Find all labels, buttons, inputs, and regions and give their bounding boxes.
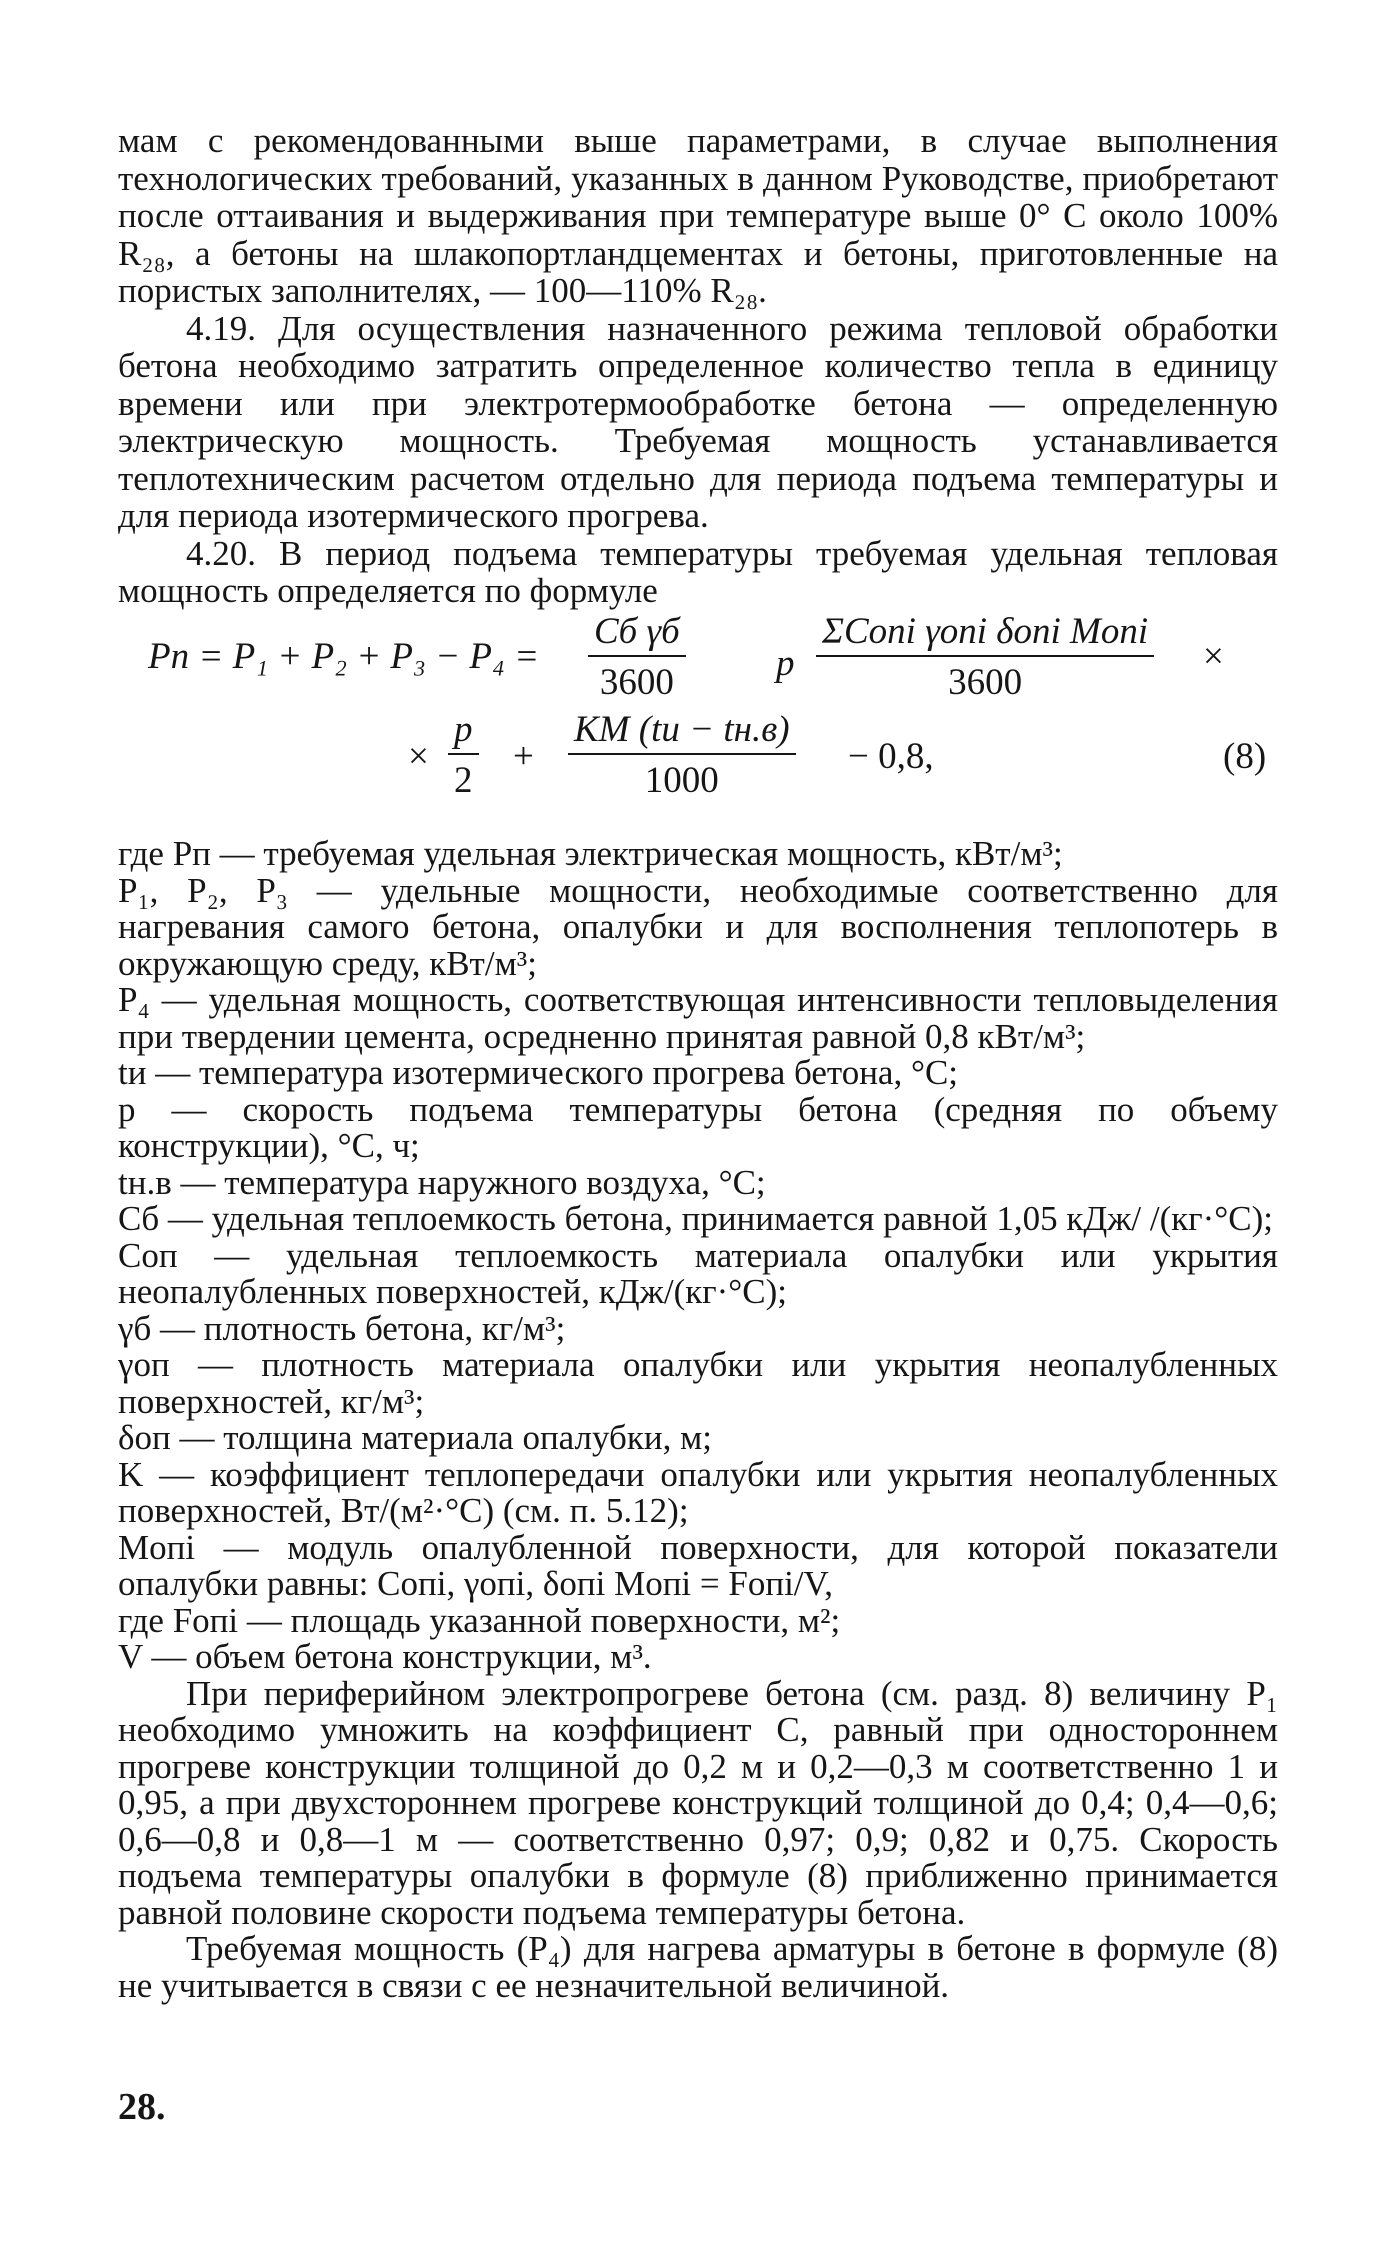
formula-number: (8) xyxy=(1223,736,1267,777)
fraction-1-denominator: 3600 xyxy=(599,662,674,703)
definitions-list xyxy=(118,836,1278,2004)
fraction-1-numerator: Cб γб xyxy=(588,610,686,657)
fraction-1 xyxy=(588,610,686,704)
fraction-4-denominator: 1000 xyxy=(644,760,719,801)
intro-text-block xyxy=(118,122,1278,610)
page-number: 28. xyxy=(118,2086,166,2128)
definition-item: P₁, P₂, P₃ — удельные мощности, необходимые соответственно для нагревания самого бетона, опалубки и для восполнения теплопотерь в окружающую среду, кВт/м³; xyxy=(118,870,1278,983)
definition-item: Mопi — модуль опалубленной поверхности, для которой показатели опалубки равны: Cопi, γопi, δопi Mопi = Fопi/V, xyxy=(118,1527,1278,1603)
paragraph-reinforcement: Требуемая мощность (P₄) для нагрева арматуры в бетоне в формуле (8) не учитывается в связи с ее незначительной величиной. xyxy=(118,1929,1278,2005)
fraction-4 xyxy=(568,708,796,802)
definition-item: tи — температура изотермического прогрева бетона, °С; xyxy=(118,1053,959,1092)
paragraph-4-20: 4.20. В период подъема температуры требуемая удельная тепловая мощность определяется по формуле xyxy=(118,533,1278,610)
definition-item: V — объем бетона конструкции, м³. xyxy=(118,1637,652,1676)
definition-item: где Pп — требуемая удельная электрическая мощность, кВт/м³; xyxy=(118,834,1063,873)
fraction-3-numerator: p xyxy=(448,708,479,755)
fraction-2 xyxy=(816,610,1154,704)
formula-plus: + xyxy=(513,736,534,777)
fraction-4-numerator: KM (tи − tн.в) xyxy=(568,708,796,755)
definition-item: p — скорость подъема температуры бетона (средняя по объему конструкции), °С, ч; xyxy=(118,1089,1278,1165)
formula-times-1: × xyxy=(1203,636,1224,677)
paragraph-continuation: мам с рекомендованными выше параметрами, в случае выполнения технологических требований, указанных в данном Руководстве, приобретают после оттаивания и выдерживания при температуре выше 0° С около 100% R₂₈, а бетоны на шлакопортландцементах и бетоны, приготовленные на пористых заполнителях, — 100—110% R₂₈. xyxy=(118,121,1278,310)
formula-tail: − 0,8, xyxy=(848,736,934,777)
fraction-3-denominator: 2 xyxy=(454,760,473,801)
fraction-2-denominator: 3600 xyxy=(948,662,1023,703)
formula-p: p xyxy=(776,643,795,684)
formula-lhs: Pп = P₁ + P₂ + P₃ − P₄ = xyxy=(148,636,540,677)
formula-8 xyxy=(118,600,1278,820)
definition-item: Cб — удельная теплоемкость бетона, принимается равной 1,05 кДж/ /(кг·°С); xyxy=(118,1199,1274,1238)
definition-item: Cоп — удельная теплоемкость материала опалубки или укрытия неопалубленных поверхностей, кДж/(кг·°С); xyxy=(118,1235,1278,1311)
paragraph-peripheral-heating: При периферийном электропрогреве бетона (см. разд. 8) величину P₁ необходимо умножить на коэффициент C, равный при одностороннем прогреве конструкции толщиной до 0,2 м и 0,2—0,3 м соответственно 1 и 0,95, а при двухстороннем прогреве конструкций толщиной до 0,4; 0,4—0,6; 0,6—0,8 и 0,8—1 м — соответственно 0,97; 0,9; 0,82 и 0,75. Скорость подъема температуры опалубки в формуле (8) приближенно принимается равной половине скорости подъема температуры бетона. xyxy=(118,1673,1278,1932)
paragraph-4-19: 4.19. Для осуществления назначенного режима тепловой обработки бетона необходимо затратить определенное количество тепла в единицу времени или при электротермообработке бетона — определенную электрическую мощность. Требуемая мощность устанавливается теплотехническим расчетом отдельно для периода подъема температуры и для периода изотермического прогрева. xyxy=(118,308,1278,535)
definition-item: K — коэффициент теплопередачи опалубки или укрытия неопалубленных поверхностей, Вт/(м²·°С) (см. п. 5.12); xyxy=(118,1454,1278,1530)
formula-times-2: × xyxy=(408,736,429,777)
definition-item: tн.в — температура наружного воздуха, °С; xyxy=(118,1162,766,1202)
definition-item: P₄ — удельная мощность, соответствующая интенсивности тепловыделения при твердении цемента, осредненно принятая равной 0,8 кВт/м³; xyxy=(118,980,1278,1056)
fraction-2-numerator: ΣCопi γопi δопi Mопi xyxy=(816,610,1154,657)
definition-item: где Fопi — площадь указанной поверхности, м²; xyxy=(118,1600,841,1640)
definition-item: γоп — плотность материала опалубки или укрытия неопалубленных поверхностей, кг/м³; xyxy=(118,1345,1278,1421)
definition-item: γб — плотность бетона, кг/м³; xyxy=(118,1308,566,1348)
definition-item: δоп — толщина материала опалубки, м; xyxy=(118,1418,712,1457)
fraction-3 xyxy=(448,708,479,802)
